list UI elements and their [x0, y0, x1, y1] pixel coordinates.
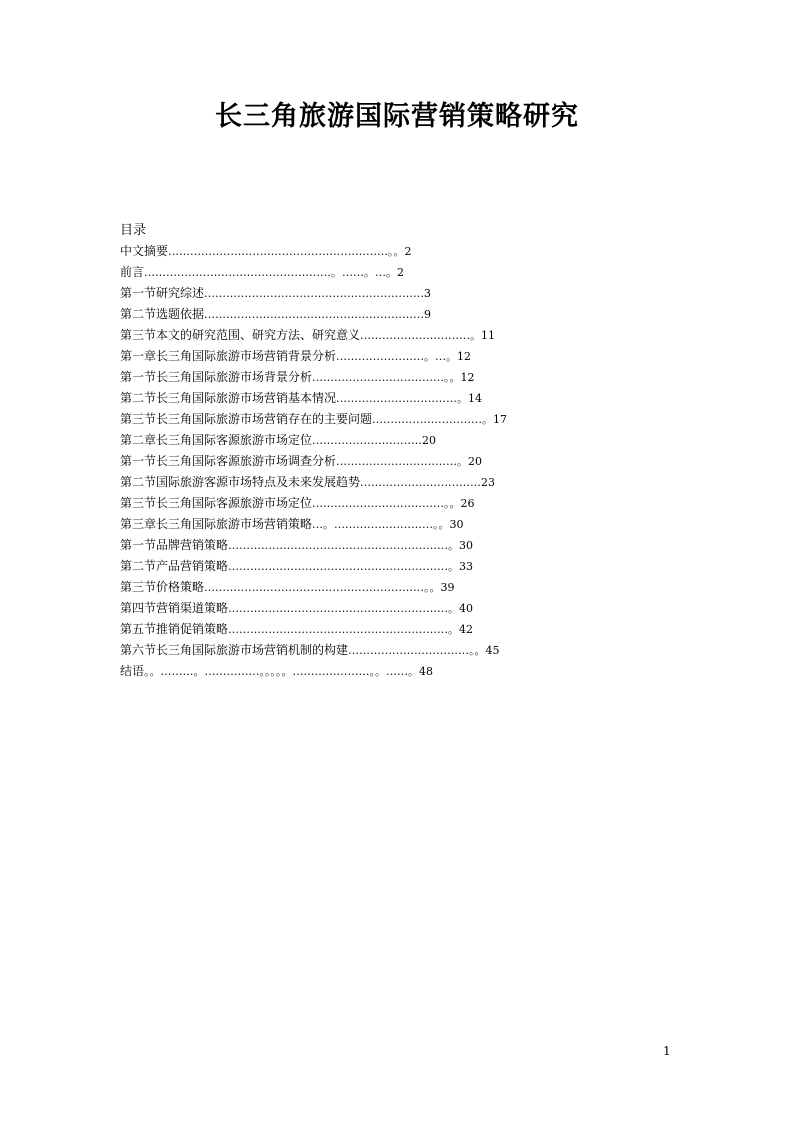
- toc-entry-leader: …。………………………。。: [312, 518, 450, 531]
- toc-entry-leader: 。。………。……………。。。。。…………………。。……。: [144, 665, 420, 678]
- toc-entry-page-number: 30: [459, 539, 474, 552]
- toc-entry-leader: ……………………………………………………。。: [168, 245, 405, 258]
- toc-entry-page-number: 2: [397, 266, 405, 279]
- toc-entry-leader: ………………………………。。: [312, 371, 461, 384]
- toc-entry-leader: ……………………………………………………。: [228, 560, 460, 573]
- toc-entry-label: 结语: [120, 664, 145, 678]
- toc-entry-label: 第六节长三角国际旅游市场营销机制的构建: [120, 643, 349, 657]
- toc-entry-leader: ……………………………。: [336, 392, 469, 405]
- toc-entry-label: 第一节长三角国际客源旅游市场调查分析: [120, 454, 337, 468]
- toc-entry-page-number: 20: [468, 455, 483, 468]
- toc-entry-page-number: 26: [460, 497, 475, 510]
- toc-entry[interactable]: [120, 577, 680, 598]
- toc-entry-page-number: 33: [459, 560, 474, 573]
- toc-entry-label: 第三节长三角国际旅游市场营销存在的主要问题: [120, 412, 373, 426]
- toc-entry[interactable]: [120, 472, 680, 493]
- toc-entry-leader: ……………………………。: [336, 455, 469, 468]
- toc-entry[interactable]: [120, 556, 680, 577]
- toc-entry[interactable]: [120, 640, 680, 661]
- toc-entry-page-number: 9: [424, 308, 432, 321]
- toc-entry-page-number: 48: [419, 665, 434, 678]
- toc-entry[interactable]: [120, 451, 680, 472]
- toc-entry[interactable]: [120, 493, 680, 514]
- toc-heading: 目录: [120, 223, 147, 238]
- toc-entry-leader: ……………………………………………。……。…。: [144, 266, 398, 279]
- toc-entry-leader: ………………………………。。: [312, 497, 461, 510]
- table-of-contents: [120, 221, 680, 682]
- toc-entry-leader: ……………………………………………………。: [228, 539, 460, 552]
- toc-entry-label: 第二节产品营销策略: [120, 559, 229, 573]
- toc-entry[interactable]: [120, 514, 680, 535]
- toc-entry[interactable]: [120, 535, 680, 556]
- toc-entry-page-number: 20: [422, 434, 437, 447]
- toc-entry[interactable]: [120, 598, 680, 619]
- toc-entry-page-number: 23: [481, 476, 496, 489]
- toc-entry-label: 第四节营销渠道策略: [120, 601, 229, 615]
- toc-entry-label: 第二章长三角国际客源旅游市场定位: [120, 433, 313, 447]
- toc-entry-page-number: 14: [468, 392, 483, 405]
- page-number: 1: [663, 1044, 671, 1058]
- toc-entry-leader: ……………………………: [360, 476, 482, 489]
- toc-entry-label: 第三节价格策略: [120, 580, 205, 594]
- toc-entry[interactable]: [120, 325, 680, 346]
- toc-entry-page-number: 39: [440, 581, 455, 594]
- toc-entry[interactable]: [120, 304, 680, 325]
- toc-entry[interactable]: [120, 388, 680, 409]
- toc-entry-label: 第三章长三角国际旅游市场营销策略: [120, 517, 313, 531]
- toc-entry-leader: ……………………………………………………: [204, 308, 425, 321]
- toc-entry-label: 第一节长三角国际旅游市场背景分析: [120, 370, 313, 384]
- toc-entry-leader: ……………………………………………………。: [228, 623, 460, 636]
- toc-entry-leader: …………………………。: [372, 413, 494, 426]
- toc-entry-leader: ……………………………………………………。。: [204, 581, 441, 594]
- toc-entry[interactable]: [120, 409, 680, 430]
- toc-entry[interactable]: [120, 283, 680, 304]
- toc-entry-label: 第一节研究综述: [120, 286, 205, 300]
- toc-entry-label: 第二节长三角国际旅游市场营销基本情况: [120, 391, 337, 405]
- toc-entry-page-number: 45: [485, 644, 500, 657]
- toc-entry-leader: ……………………………………………………: [204, 287, 425, 300]
- toc-entry-leader: ……………………………………………………。: [228, 602, 460, 615]
- page-title: 长三角旅游国际营销策略研究: [215, 101, 579, 132]
- toc-entry-label: 第二节国际旅游客源市场特点及未来发展趋势: [120, 475, 361, 489]
- toc-entry-page-number: 40: [459, 602, 474, 615]
- toc-entry-page-number: 17: [493, 413, 508, 426]
- toc-entry-label: 第三节本文的研究范围、研究方法、研究意义: [120, 328, 361, 342]
- toc-entry[interactable]: [120, 619, 680, 640]
- toc-entry-label: 第一章长三角国际旅游市场营销背景分析: [120, 349, 337, 363]
- toc-list: [120, 241, 680, 682]
- toc-entry-page-number: 12: [460, 371, 475, 384]
- toc-entry-page-number: 3: [424, 287, 432, 300]
- toc-entry-leader: ……………………………。。: [348, 644, 486, 657]
- toc-entry-leader: …………………………。: [360, 329, 482, 342]
- toc-entry[interactable]: [120, 661, 680, 682]
- toc-entry-leader: …………………………: [312, 434, 423, 447]
- toc-entry[interactable]: [120, 430, 680, 451]
- toc-entry[interactable]: [120, 346, 680, 367]
- toc-entry-label: 第二节选题依据: [120, 307, 205, 321]
- toc-entry[interactable]: [120, 262, 680, 283]
- toc-entry-label: 第三节长三角国际客源旅游市场定位: [120, 496, 313, 510]
- toc-entry-label: 中文摘要: [120, 244, 169, 258]
- toc-entry[interactable]: [120, 241, 680, 262]
- toc-entry-page-number: 12: [457, 350, 472, 363]
- toc-entry-page-number: 11: [481, 329, 496, 342]
- toc-entry-leader: ……………………。…。: [336, 350, 458, 363]
- toc-entry-page-number: 2: [404, 245, 412, 258]
- toc-entry-label: 第一节品牌营销策略: [120, 538, 229, 552]
- toc-entry-label: 前言: [120, 265, 145, 279]
- toc-entry-page-number: 30: [449, 518, 464, 531]
- toc-entry[interactable]: [120, 367, 680, 388]
- toc-entry-page-number: 42: [459, 623, 474, 636]
- toc-entry-label: 第五节推销促销策略: [120, 622, 229, 636]
